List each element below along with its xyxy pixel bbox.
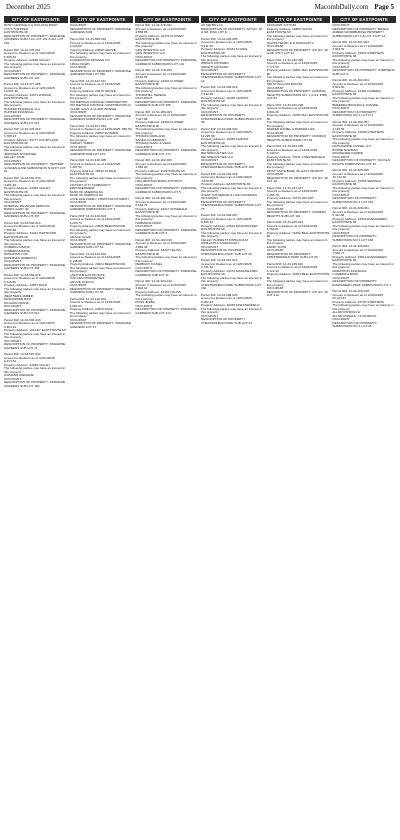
notice-entry: Parcel ID#: 14-34-127-019 Amount to Redeem as of 12/01/2025: 860.50 Property Address: 24652 FLOWER The following parties may have an interest in this property: HARVEY TAMMY OCCUPANT DESCRIPTION OF PROPERTY: PARADISE GARDENS SUB LOT 149 xyxy=(69,123,132,156)
notice-entry: Parcel ID#: 14-34-329-003 Amount to Redeem as of 12/01/2025: 7,032.77 Property Address: 15814 EVERGREEN EASTPOINTE MI The following parties may have an interest in this property: MARATHON FINANCIAL COMERICA BANK OCCUPANT DESCRIPTION OF PROPERTY: EVERGREEN PARK SUBDIVISION LOT 7 xyxy=(332,244,394,287)
notice-entry: Parcel ID#: 14-34-501-030 Amount to Redeem as of 12/01/2025: 4,291.45 Property Address: 24465 VALLEY EASTPOINTE MI The following parties may have an interest in this property: OCCUPANT INTERNAL REVENUE SERVICE BANKS GARY JR DESCRIPTION OF PROPERTY: PARADISE GARDENS SUB LOT 337 xyxy=(4,175,66,218)
column-4 xyxy=(201,16,265,836)
notice-list xyxy=(4,24,68,391)
notice-entry: Parcel ID#: 14-34-301-003 Amount to Redeem as of 12/01/2025: 4,604.32 Property Address: 15963 STEPHENS EASTPOINTE MI The following parties may have an interest in this property: OCCUPANT DESCRIPTION OF PROPERTY: STEPHENS SUB LOT 6 xyxy=(332,40,395,76)
notice-entry: Parcel ID#: 14-34-130-001 Amount to Redeem as of 12/01/2025: 9,145.06 Property Address: 24624 BEECHWOOD The following parties may have an interest in this property: LAETHAM EASTPOINTE HUD DEV PROPERTIES GROVE LINDA R OCCUPANT DESCRIPTION OF PROPERTY: PARADISE GARDENS SUB LOT 60 xyxy=(69,251,131,294)
notice-entry: Parcel ID#: 14-34-502-013 Amount to Redeem as of 12/01/2025: 7,468.89 Property Address: 24421 HARTFORD EASTPOINTE MI The following parties may have an interest in this property: COMERICA BANK COMERICA BANK MONAHAN LOIS MONAHAN ROBERT D OCCUPANT DESCRIPTION OF PROPERTY: PARADISE GARDENS SUB LOT 348 xyxy=(4,220,66,270)
notice-list xyxy=(135,24,199,318)
notice-entry: Parcel ID#: 14-34-506-018 Amount to Redeem as of 12/01/2025: 3,904.12 Property Address: VALLEY EASTPOINTE MI The following parties may have an interest in this property: OCCUPANT DESCRIPTION OF PROPERTY: PARADISE GARDENS SUB LOT 71 xyxy=(4,317,66,350)
notice-entry: Parcel ID#: 14-34-204-010 Amount to Redeem as of 12/01/2025: 4,902.10 Property Address: 18164 HAUSS The following parties may have an interest in this property: ROSS JEWEL OCCUPANT DESCRIPTION OF PROPERTY: PARADISE GARDENS SUB LOT 214 xyxy=(135,279,197,315)
page-header xyxy=(0,0,400,14)
notice-entry: Parcel ID#: 14-34-302-004 Amount to Redeem as of 12/01/2025: 6,901.60 Property Address: 15482 CAMDEN EASTPOINTE MI The following parties may have an interest in this property: BREEDEN BRIANNA & JOANNE OCCUPANT DESCRIPTION OF PROPERTY: SUBDIVISION NO 1 LOT 171 xyxy=(332,78,394,117)
notice-entry: OCCUPANT DESCRIPTION OF PROPERTY: BRAKE ANMER WOODBRIDGE PROPERTY SUBDIVISION LOT 1 & LOT 3 LOT 14 xyxy=(332,24,389,38)
notice-list xyxy=(332,24,396,332)
notice-entry: Parcel ID#: 14-34-302-007 Amount to Redeem as of 12/01/2025: 4,146.54 Property Address: 15688 STEPHENS EASTPOINTE MI The following parties may have an interest in this property: NATIONWIDE CASSEL LLC BYRNE NORMAN MACKENZIE CARRIE OCCUPANT DESCRIPTION OF PROPERTY: NICOLAI ESTATE SUBDIVISION LOT 33 xyxy=(332,119,394,166)
notice-entry: AK KELBO LLC DESCRIPTION OF PROPERTY: A/P NO. 35 (L/28, P/42) LOT 9 xyxy=(201,24,263,34)
notice-entry: Parcel ID#: 14-34-479-012 Amount to Redeem as of 12/01/2025: 3,788.23 Property Address: 23777 COURTLAND EASTPOINTE MI The following parties may have an interest in this property: JEFFRIES SHAMATEE KELLEY JUNE OCCUPANT DESCRIPTION OF PROPERTY: TEPPERT GOLDEN GATE SUBDIVISION N 40 FT LOT 91 xyxy=(4,127,66,173)
notice-entry: Parcel ID#: 14-34-178-004 Amount to Redeem as of 12/01/2025: 4,120.55 Property Address: 24491 FLOWER EASTPOINTE MI The following parties may have an interest in this property: THORNHILL TERESA OCCUPANT DESCRIPTION OF PROPERTY: PARADISE GARDENS SUB LOT 285 xyxy=(135,68,197,107)
issue-date: December 2025 xyxy=(6,3,51,11)
column-2 xyxy=(70,16,134,836)
column-6 xyxy=(332,16,396,836)
notice-entry: Parcel ID#: 14-34-233-047 Amount to Redeem as of 12/01/2025: 4,455.78 Property Address: 16713 VACANT The following parties may have an interest in this property: OCCUPANT DESCRIPTION OF PROPERTY: DOMINIQ HEIGHTS SUB LOT 101 xyxy=(266,185,328,218)
column-heading: CITY OF EASTPOINTE xyxy=(4,16,68,23)
notice-entry: Parcel ID#: 14-34-128-005 Amount to Redeem as of 12/01/2025: 3,287.52 Property Address: 15540 10 MILE EASTPOINTE MI The following parties may have an interest in this property: VICTORY CITY COMMUNITY EMPOWERMENT BANK OF AMERICA NA BANK OF AMERICA NA LOVE LIFE FAMILY CHRISTIAN CHURCH OCCUPANT DESCRIPTION OF PROPERTY: PARADISE GARDENS SUBDIVISION LOT 1 xyxy=(69,158,131,211)
notice-entry: Parcel ID#: 14-34-140-001 Amount to Redeem as of 12/01/2025: 2,004.22 Property Address: 24629 DALE The following parties may have an interest in this property: OCCUPANT DESCRIPTION OF PROPERTY: PARADISE GARDENS LOT 47 xyxy=(69,296,131,329)
notice-entry: Parcel ID#: 14-34-326-005 Amount to Redeem as of 12/01/2025: 10,743.30 Property Address: 15456 SEMINAU EASTPOINTE MI The following parties may have an interest in this property: OCCUPANT DESCRIPTION OF PROPERTY: SUBDIVISION NO 1 LOT 242 xyxy=(332,168,394,204)
notice-columns xyxy=(4,16,396,836)
notice-entry: Parcel ID#: 14-34-329-018 Amount to Redeem as of 12/01/2025: 22,123.97 Property Address: 15703 STEPHENS The following parties may have an interest in this property: ALLOR PATRICIA E ALLOR RONALD J & PATRICIA OCCUPANT DESCRIPTION OF PROPERTY: SUBDIVISION NO 1 LOT 46 xyxy=(332,289,394,328)
column-heading: CITY OF EASTPOINTE xyxy=(201,16,265,23)
notice-list xyxy=(70,24,134,332)
notice-entry: Parcel ID#: 14-34-477-006 Amount to Redeem as of 12/01/2025: 10,597.36 Property Address: 24074 WOMAN EASTPOINTE MI The following parties may have an interest in this property: HUNTER FINANCIAL LLC HUNTER FINANCIAL OCCUPANT DESCRIPTION OF PROPERTY: PARADISE GARDENS SUB LOT 214 xyxy=(4,82,66,125)
notice-entry: Parcel ID#: 14-34-182-000 Amount to Redeem as of 12/01/2025: 1,950.00 Property Address: EASTPOINTE MI The following parties may have an interest in this property: HALLIBURTON MARK ANTHONY OCCUPANT DESCRIPTION OF PROPERTY: PARADISE GARDENS SUBDIVISION LOT 5 xyxy=(135,158,197,194)
notice-entry: Parcel ID#: 14-34-176-001 Amount to Redeem as of 12/01/2025: 4,558.85 Property Address: 24375 FLOWER EASTPOINTE MI The following parties may have an interest in this property: QDS INVESTCO LLC QDS INVESTCO LLC OCCUPANT DESCRIPTION OF PROPERTY: PARADISE GARDENS SUBDIVISION LOT 101 xyxy=(135,24,197,66)
notice-entry: OCCUPANT DESCRIPTION OF PROPERTY: PARADISE GARDENS SUB Parcel ID#: 14-34-506-010 Amount to Redeem as of 12/01/2025: 5,224.80 Property Address: 24599 GROVE The following parties may have an interest in this property: FOUNDATION FINANCE CO KRULL DAWN OCCUPANT DESCRIPTION OF PROPERTY: PARADISE GARDENS SUB LOT 390 xyxy=(69,24,131,76)
notice-entry: Parcel ID#: 14-34-203-024 Amount to Redeem as of 12/01/2025: 11,225.08 Property Address: 24465 ALMONT EASTPOINTE MI The following parties may have an interest in this property: REI SPECIALTIES LLC REI SPECIALTIES LLC OCCUPANT DESCRIPTION OF PROPERTY: CHESTERFIELD PARK SUB LOT 108 xyxy=(201,126,263,169)
notice-entry: Parcel ID#: 14-34-180-003 Amount to Redeem as of 12/01/2025: 7,447.88 Property Address: 24502 FLOWER EASTPOINTE MI The following parties may have an interest in this property: THOMAS KIRKLAND SANELLO DEBORAH THOMAS ISAAC & VERA OCCUPANT DESCRIPTION OF PROPERTY: PARADISE GARDENS SUB LOT 471 xyxy=(135,109,197,156)
column-1 xyxy=(4,16,68,836)
notice-entry: 12/01/2025: 6,570.89 Property Address: 16880 HAUSS EASTPOINTE MI The following parties may have an interest in this property: HAUSS HENRY E & RUDOLPH C OCCUPANT DESCRIPTION OF PROPERTY: A/P NO. 25 (L/28, P/57) LOT 44 xyxy=(266,24,328,55)
notice-list xyxy=(201,24,265,328)
notice-entry: Parcel ID#: 14-34-128-022 Amount to Redeem as of 12/01/2025: 6,220.74 Property Address: 24625 BEECHWOOD The following parties may have an interest in this property: GRACE OLIVE OCCUPANT DESCRIPTION OF PROPERTY: PARADISE GARDENS SUB LOT 51 xyxy=(69,213,131,249)
notice-entry: Parcel ID#: 14-34-182-016 Amount to Redeem as of 12/01/2025: 3,890.48 Property Address: 18227 HAUSS EASTPOINTE MI The following parties may have an interest in this property: PEMBURY DANIEL OCCUPANT DESCRIPTION OF PROPERTY: PARADISE GARDENS SUB LOT 11 xyxy=(135,237,197,277)
notice-entry: Parcel ID#: 14-34-181-000 Amount to Redeem as of 12/01/2025: 6,188.79 Property Address: 24417 ROSEDALE EASTPOINTE MI The following parties may have an interest in this property: HAMMONS DAVID OCCUPANT DESCRIPTION OF PROPERTY: PARADISE GARDENS SUB LOT 2 xyxy=(135,196,197,235)
header-right xyxy=(315,3,394,11)
notice-entry: BUSH GEORGE C & HAILLING BUSH 17070 TOEPFER EASTPOINTE MI DESCRIPTION OF PROPERTY: PARADISE GARDENS SUB N 1/2 LOT 101 & ALL LOT 102 Parcel ID#: 14-34-476-001 Amount to Redeem as of 12/01/2025: 6,465.10 Property Address: 23690 VALLEY The following parties may have an interest in this property: OCCUPANT DESCRIPTION OF PROPERTY: PARADISE GARDENS SUB LOT 143 xyxy=(4,24,66,80)
column-heading: CITY OF EASTPOINTE xyxy=(135,16,199,23)
notice-entry: Parcel ID#: 14-34-328-001 Amount to Redeem as of 12/01/2025: 5,411.88 Property Address: 15504 EVERGREEN EASTPOINTE MI The following parties may have an interest in this property: OCCUPANT DESCRIPTION OF PROPERTY: SUBDIVISION NO 1 LOT 183 xyxy=(332,206,394,242)
notice-list xyxy=(267,24,331,301)
site-name: MacombDaily.com xyxy=(314,3,369,11)
notice-entry: Parcel ID#: 14-34-203-005 Amount to Redeem as of 12/01/2025: 5,911.40 Property Address: 16444 10 MILE EASTPOINTE MI The following parties may have an interest in this property: WRIGHT RICHARD WRIGHT RICHARD OCCUPANT DESCRIPTION OF PROPERTY: CHESTERFIELD PARK SUBDIVISION LOT 12 xyxy=(201,36,263,83)
notice-entry: Parcel ID#: 14-34-127-011 Amount to Redeem as of 12/01/2025: 8,411.22 Property Address: 24578 GROVE The following parties may have an interest in this property: HOUSEHOLD FINANCE CORPORATION HOUSEHOLD FINANCE CORPORATION III CLARK GARY & CLARK BONNIE OCCUPANT DESCRIPTION OF PROPERTY: PARADISE GARDENS SUBDIVISION LOT 136 xyxy=(69,78,131,121)
notice-entry: Parcel ID#: 14-34-232-025 Amount to Redeem as of 12/01/2025: 7,771.50 Property Address: 16801 MAY EASTPOINTE MI The following parties may have an interest in this property: SMITH WILLIAM ESTATE OCCUPANT DESCRIPTION OF PROPERTY: DOMINIQ HEIGHTS SUBDIVISION NO. 1 (L/31, P/85) LOT 84 xyxy=(266,57,329,100)
notice-entry: Parcel ID#: 14-34-232-028 Amount to Redeem as of 12/01/2025: 4,001.26 Property Address: 16785 MAY EASTPOINTE MI The following parties may have an interest in this property: PARKER DANIEL & PARKER LIZA OCCUPANT DESCRIPTION OF PROPERTY: DOMINIQ HEIGHTS SUBDIVISION LOT 81 xyxy=(266,102,329,142)
notice-entry: Parcel ID#: 14-34-203-016 Amount to Redeem as of 12/01/2025: 3,542.89 Property Address: 16466 ALMONT EASTPOINTE MI The following parties may have an interest in this property: OCCUPANT DESCRIPTION OF PROPERTY: CHESTERFIELD PARK SUBDIVISION LOT 48 xyxy=(201,85,263,124)
notice-entry: Parcel ID#: 14-34-203-018 Amount to Redeem as of 12/01/2025: 3,870.55 Property Address: EASTPOINTE MI The following parties may have an interest in this property: STANT CATHERINE & LISA GOODMAN OCCUPANT DESCRIPTION OF PROPERTY: CHESTERFIELD PARK SUBDIVISION LOT 75 xyxy=(201,171,263,211)
notice-entry: Parcel ID#: 14-34-507-020 Amount to Redeem as of 12/01/2025: 9,214.52 Property Address: 24669 VALLEY The following parties may have an interest in this property: HAIMANN DARLENE OCCUPANT DESCRIPTION OF PROPERTY: PARADISE GARDENS SUB LOT 160 xyxy=(4,352,66,388)
notice-entry: Parcel ID#: 14-34-503-019 Amount to Redeem as of 12/01/2025: 3,115.66 Property Address: 24597 DALE The following parties may have an interest in this property: WEATHERS AMBER MCWHIRTER RICK HILLMAN FRANK OCCUPANT DESCRIPTION OF PROPERTY: PARADISE GARDENS SUB LOT 512 xyxy=(4,272,66,315)
column-3 xyxy=(135,16,199,836)
page-number: Page 5 xyxy=(374,3,394,11)
column-heading: CITY OF EASTPOINTE xyxy=(332,16,396,23)
notice-entry: Parcel ID#: 14-34-204-007 Amount to Redeem as of 12/01/2025: 8,466.33 Property Address: 24533 MANCHESTER EASTPOINTE MI The following parties may have an interest in this property: KELLEY BURDETT KISHAANA M MIHELICH & KAVANAUGH OCCUPANT DESCRIPTION OF PROPERTY: CHESTERFIELD PARK SUB LOT 92 xyxy=(201,213,263,256)
notice-entry: Parcel ID#: 14-34-207-010 Amount to Redeem as of 12/01/2025: 3,701.62 Property Address: 24470 MANCHESTER EASTPOINTE MI The following parties may have an interest in this property: CHESTERFIELD PARK SUBDIVISION LOT 160 xyxy=(201,258,263,290)
notice-entry: Parcel ID#: 14-34-233-030 Amount to Redeem as of 12/01/2025: 5,140.67 Property Address: 16731 CHESTERFIELD EASTPOINTE MI The following parties may have an interest in this property: FIRST STATE BANK OF EAST DETROIT OCCUPANT DESCRIPTION OF PROPERTY: A/P NO. 25 LOT 18 xyxy=(266,144,328,183)
column-heading: CITY OF EASTPOINTE xyxy=(70,16,134,23)
notice-entry: Parcel ID#: 14-34-208-026 Amount to Redeem as of 12/01/2025: 6,052.43 Property Address: 16469 CHESTERFIELD The following parties may have an interest in this property: OCCUPANT DESCRIPTION OF PROPERTY: CHESTERFIELD PARK SUB LOT 44 xyxy=(201,292,263,325)
column-heading: CITY OF EASTPOINTE xyxy=(267,16,331,23)
column-5 xyxy=(267,16,331,836)
notice-entry: Parcel ID#: 14-34-235-022 Amount to Redeem as of 12/01/2025: 3,122.40 Property Address: 16253 BELL EASTPOINTE MI The following parties may have an interest in this property: OCCUPANT DESCRIPTION OF PROPERTY: A/P NO. 25 LOT 210 xyxy=(266,261,330,297)
notice-entry: Parcel ID#: 14-34-235-014 Amount to Redeem as of 12/01/2025: 4,764.81 Property Address: 16152 BELL EASTPOINTE MI The following parties may have an interest in this property: LARRY JOHN OCCUPANT DESCRIPTION OF PROPERTY: CHESTERFIELD PARK SUB LOT 69 xyxy=(266,220,330,259)
